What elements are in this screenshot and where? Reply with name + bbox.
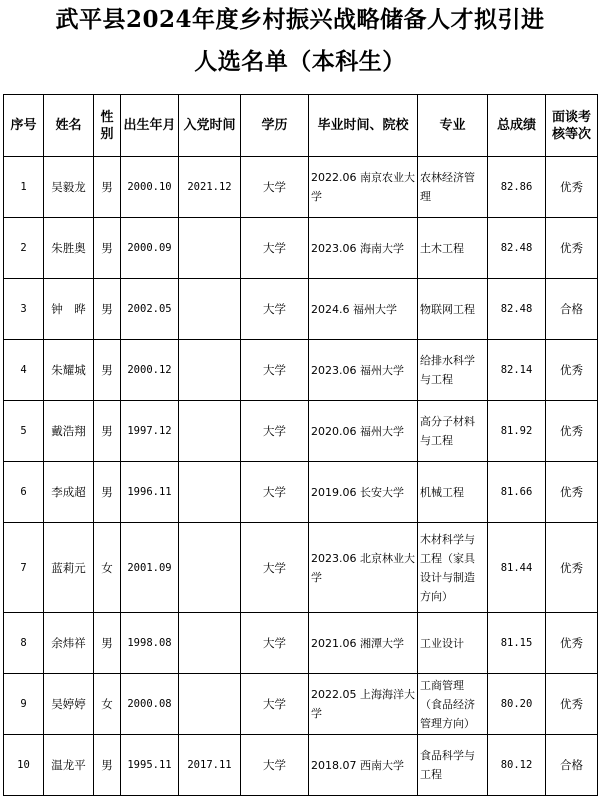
table-row (4, 401, 598, 462)
cell-grade: 优秀 (546, 462, 598, 523)
cell-party (179, 613, 241, 674)
cell-score: 81.15 (488, 613, 546, 674)
cell-edu: 大学 (241, 218, 309, 279)
cell-birth: 1997.12 (121, 401, 179, 462)
cell-grade: 优秀 (546, 340, 598, 401)
cell-score: 82.48 (488, 218, 546, 279)
cell-gender: 男 (94, 462, 121, 523)
cell-birth: 1998.08 (121, 613, 179, 674)
cell-name: 朱胜奥 (44, 218, 94, 279)
col-header-gender: 性别 (94, 95, 121, 157)
cell-major: 工商管理（食品经济管理方向） (418, 674, 488, 735)
cell-gender: 男 (94, 340, 121, 401)
cell-birth: 1995.11 (121, 735, 179, 796)
cell-gender: 男 (94, 218, 121, 279)
cell-birth: 2000.12 (121, 340, 179, 401)
table-row (4, 340, 598, 401)
cell-name: 蓝莉元 (44, 523, 94, 613)
cell-edu: 大学 (241, 674, 309, 735)
cell-no: 3 (4, 279, 44, 340)
cell-major: 农林经济管理 (418, 157, 488, 218)
col-header-major: 专业 (418, 95, 488, 157)
cell-gender: 男 (94, 157, 121, 218)
cell-grade: 优秀 (546, 674, 598, 735)
cell-no: 10 (4, 735, 44, 796)
cell-gender: 男 (94, 401, 121, 462)
table-row (4, 523, 598, 613)
table-row (4, 279, 598, 340)
cell-school: 2022.05 上海海洋大学 (309, 674, 418, 735)
cell-edu: 大学 (241, 613, 309, 674)
cell-grade: 优秀 (546, 613, 598, 674)
cell-name: 戴浩翔 (44, 401, 94, 462)
cell-party (179, 674, 241, 735)
cell-birth: 2000.10 (121, 157, 179, 218)
cell-name: 李成超 (44, 462, 94, 523)
cell-school: 2023.06 福州大学 (309, 340, 418, 401)
cell-school: 2021.06 湘潭大学 (309, 613, 418, 674)
cell-edu: 大学 (241, 462, 309, 523)
cell-party (179, 523, 241, 613)
col-header-score: 总成绩 (488, 95, 546, 157)
cell-no: 1 (4, 157, 44, 218)
cell-school: 2023.06 北京林业大学 (309, 523, 418, 613)
cell-score: 81.92 (488, 401, 546, 462)
cell-party (179, 279, 241, 340)
candidate-table (3, 94, 598, 796)
page-title-line1: 武平县2024年度乡村振兴战略储备人才拟引进 (55, 6, 545, 33)
cell-birth: 2000.09 (121, 218, 179, 279)
cell-party (179, 340, 241, 401)
cell-school: 2023.06 海南大学 (309, 218, 418, 279)
col-header-birth: 出生年月 (121, 95, 179, 157)
cell-birth: 1996.11 (121, 462, 179, 523)
cell-score: 81.66 (488, 462, 546, 523)
cell-school: 2019.06 长安大学 (309, 462, 418, 523)
cell-edu: 大学 (241, 735, 309, 796)
col-header-grade: 面谈考核等次 (546, 95, 598, 157)
cell-party (179, 462, 241, 523)
cell-edu: 大学 (241, 523, 309, 613)
cell-name: 余炜祥 (44, 613, 94, 674)
cell-grade: 合格 (546, 279, 598, 340)
cell-major: 给排水科学与工程 (418, 340, 488, 401)
cell-major: 木材科学与工程（家具设计与制造方向） (418, 523, 488, 613)
cell-major: 工业设计 (418, 613, 488, 674)
cell-gender: 男 (94, 735, 121, 796)
table-row (4, 157, 598, 218)
cell-edu: 大学 (241, 401, 309, 462)
cell-score: 81.44 (488, 523, 546, 613)
cell-gender: 男 (94, 279, 121, 340)
cell-major: 土木工程 (418, 218, 488, 279)
cell-gender: 女 (94, 674, 121, 735)
col-header-school: 毕业时间、院校 (309, 95, 418, 157)
cell-score: 80.20 (488, 674, 546, 735)
cell-grade: 优秀 (546, 523, 598, 613)
table-row (4, 674, 598, 735)
cell-name: 朱耀城 (44, 340, 94, 401)
cell-gender: 女 (94, 523, 121, 613)
cell-grade: 优秀 (546, 401, 598, 462)
cell-edu: 大学 (241, 157, 309, 218)
cell-grade: 合格 (546, 735, 598, 796)
cell-party (179, 218, 241, 279)
cell-major: 食品科学与工程 (418, 735, 488, 796)
cell-no: 5 (4, 401, 44, 462)
cell-major: 机械工程 (418, 462, 488, 523)
col-header-party: 入党时间 (179, 95, 241, 157)
cell-major: 物联网工程 (418, 279, 488, 340)
cell-edu: 大学 (241, 340, 309, 401)
table-row (4, 218, 598, 279)
cell-birth: 2002.05 (121, 279, 179, 340)
cell-school: 2020.06 福州大学 (309, 401, 418, 462)
cell-gender: 男 (94, 613, 121, 674)
col-header-no: 序号 (4, 95, 44, 157)
cell-no: 7 (4, 523, 44, 613)
cell-major: 高分子材料与工程 (418, 401, 488, 462)
cell-birth: 2000.08 (121, 674, 179, 735)
cell-no: 4 (4, 340, 44, 401)
cell-name: 钟 晔 (44, 279, 94, 340)
cell-name: 吴婷婷 (44, 674, 94, 735)
cell-school: 2024.6 福州大学 (309, 279, 418, 340)
cell-grade: 优秀 (546, 157, 598, 218)
col-header-edu: 学历 (241, 95, 309, 157)
cell-party: 2021.12 (179, 157, 241, 218)
cell-score: 82.86 (488, 157, 546, 218)
cell-score: 80.12 (488, 735, 546, 796)
cell-name: 温龙平 (44, 735, 94, 796)
cell-no: 9 (4, 674, 44, 735)
table-row (4, 735, 598, 796)
cell-grade: 优秀 (546, 218, 598, 279)
cell-score: 82.14 (488, 340, 546, 401)
cell-no: 8 (4, 613, 44, 674)
cell-party: 2017.11 (179, 735, 241, 796)
cell-name: 吴毅龙 (44, 157, 94, 218)
cell-edu: 大学 (241, 279, 309, 340)
cell-no: 6 (4, 462, 44, 523)
col-header-name: 姓名 (44, 95, 94, 157)
cell-school: 2018.07 西南大学 (309, 735, 418, 796)
cell-no: 2 (4, 218, 44, 279)
cell-birth: 2001.09 (121, 523, 179, 613)
header-row (4, 95, 598, 157)
table-row (4, 462, 598, 523)
cell-party (179, 401, 241, 462)
page-title-line2: 人选名单（本科生） (194, 48, 406, 75)
cell-school: 2022.06 南京农业大学 (309, 157, 418, 218)
cell-score: 82.48 (488, 279, 546, 340)
table-row (4, 613, 598, 674)
